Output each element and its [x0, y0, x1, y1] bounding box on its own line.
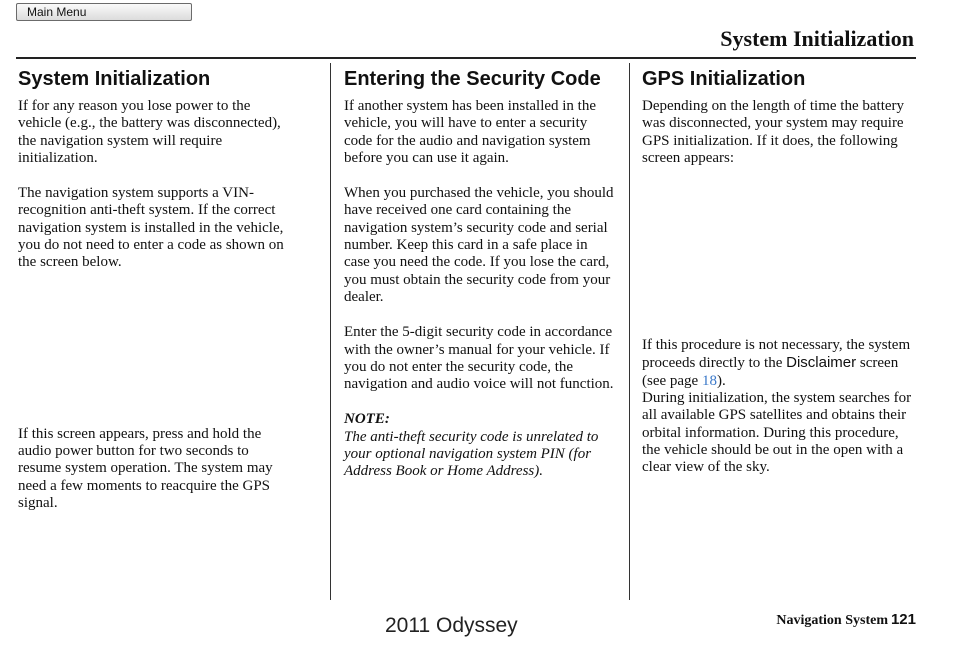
gps-init-p2-end: ). — [716, 372, 726, 389]
system-init-paragraph-1: If for any reason you lose power to the vehicle (e.g., the battery was disconnected), the navigation system will require initialization. — [18, 98, 281, 166]
gps-initialization-column — [642, 66, 914, 495]
column-divider-2 — [629, 63, 630, 600]
gps-init-p2-middle: screen (see page — [642, 355, 899, 389]
security-code-heading: Entering the Security Code — [344, 68, 601, 90]
security-code-paragraph-1: If another system has been installed in the vehicle, you will have to enter a security code for the audio and navigation system before you can use it again. — [344, 98, 597, 166]
system-initialization-heading: System Initialization — [18, 68, 211, 90]
page-number: 121 — [890, 611, 916, 628]
system-initialization-column — [18, 66, 290, 530]
gps-init-paragraph-1: Depending on the length of time the battery was disconnected, your system may require GPS initialization. If it does, the following screen appears: — [642, 98, 905, 166]
security-code-column — [344, 66, 616, 499]
disclaimer-term: Disclaimer — [786, 354, 857, 372]
page-18-link[interactable]: 18 — [701, 372, 717, 389]
system-init-paragraph-3: If this screen appears, press and hold the audio power button for two seconds to resume system operation. The system may need a few moments to reacquire the GPS signal. — [18, 425, 273, 511]
security-code-paragraph-2: When you purchased the vehicle, you should have received one card containing the navigation system’s security code and serial number. Keep this card in a safe place in case you need the code. If you lose the card, you must obtain the security code from your dealer. — [344, 185, 614, 305]
gps-init-p2-start: If this procedure is not necessary, the system proceeds directly to the — [642, 337, 911, 372]
gps-initialization-heading: GPS Initialization — [642, 68, 806, 90]
gps-init-paragraph-2 — [642, 337, 914, 390]
gps-init-paragraph-3: During initialization, the system searches for all available GPS satellites and obtains their orbital information. During this procedure, the vehicle should be out in the open with a clear view of the sky. — [642, 390, 912, 476]
model-label: 2011 Odyssey — [385, 614, 518, 637]
note-text: The anti-theft security code is unrelated to your optional navigation system PIN (for Address Book or Home Address). — [344, 428, 599, 480]
main-menu-button[interactable]: Main Menu — [16, 3, 192, 21]
page-title: System Initialization — [720, 26, 914, 51]
system-init-paragraph-2: The navigation system supports a VIN-recognition anti-theft system. If the correct navigation system is installed in the vehicle, you do not need to enter a code as shown on the screen below. — [18, 185, 284, 271]
note-label: NOTE: — [344, 411, 390, 428]
header-divider — [16, 57, 916, 59]
footer-section-name: Navigation System — [776, 613, 888, 628]
column-divider-1 — [330, 63, 331, 600]
security-code-paragraph-3: Enter the 5-digit security code in accordance with the owner’s manual for your vehicle. If you do not enter the security code, the navigation and audio voice will not function. — [344, 324, 614, 393]
